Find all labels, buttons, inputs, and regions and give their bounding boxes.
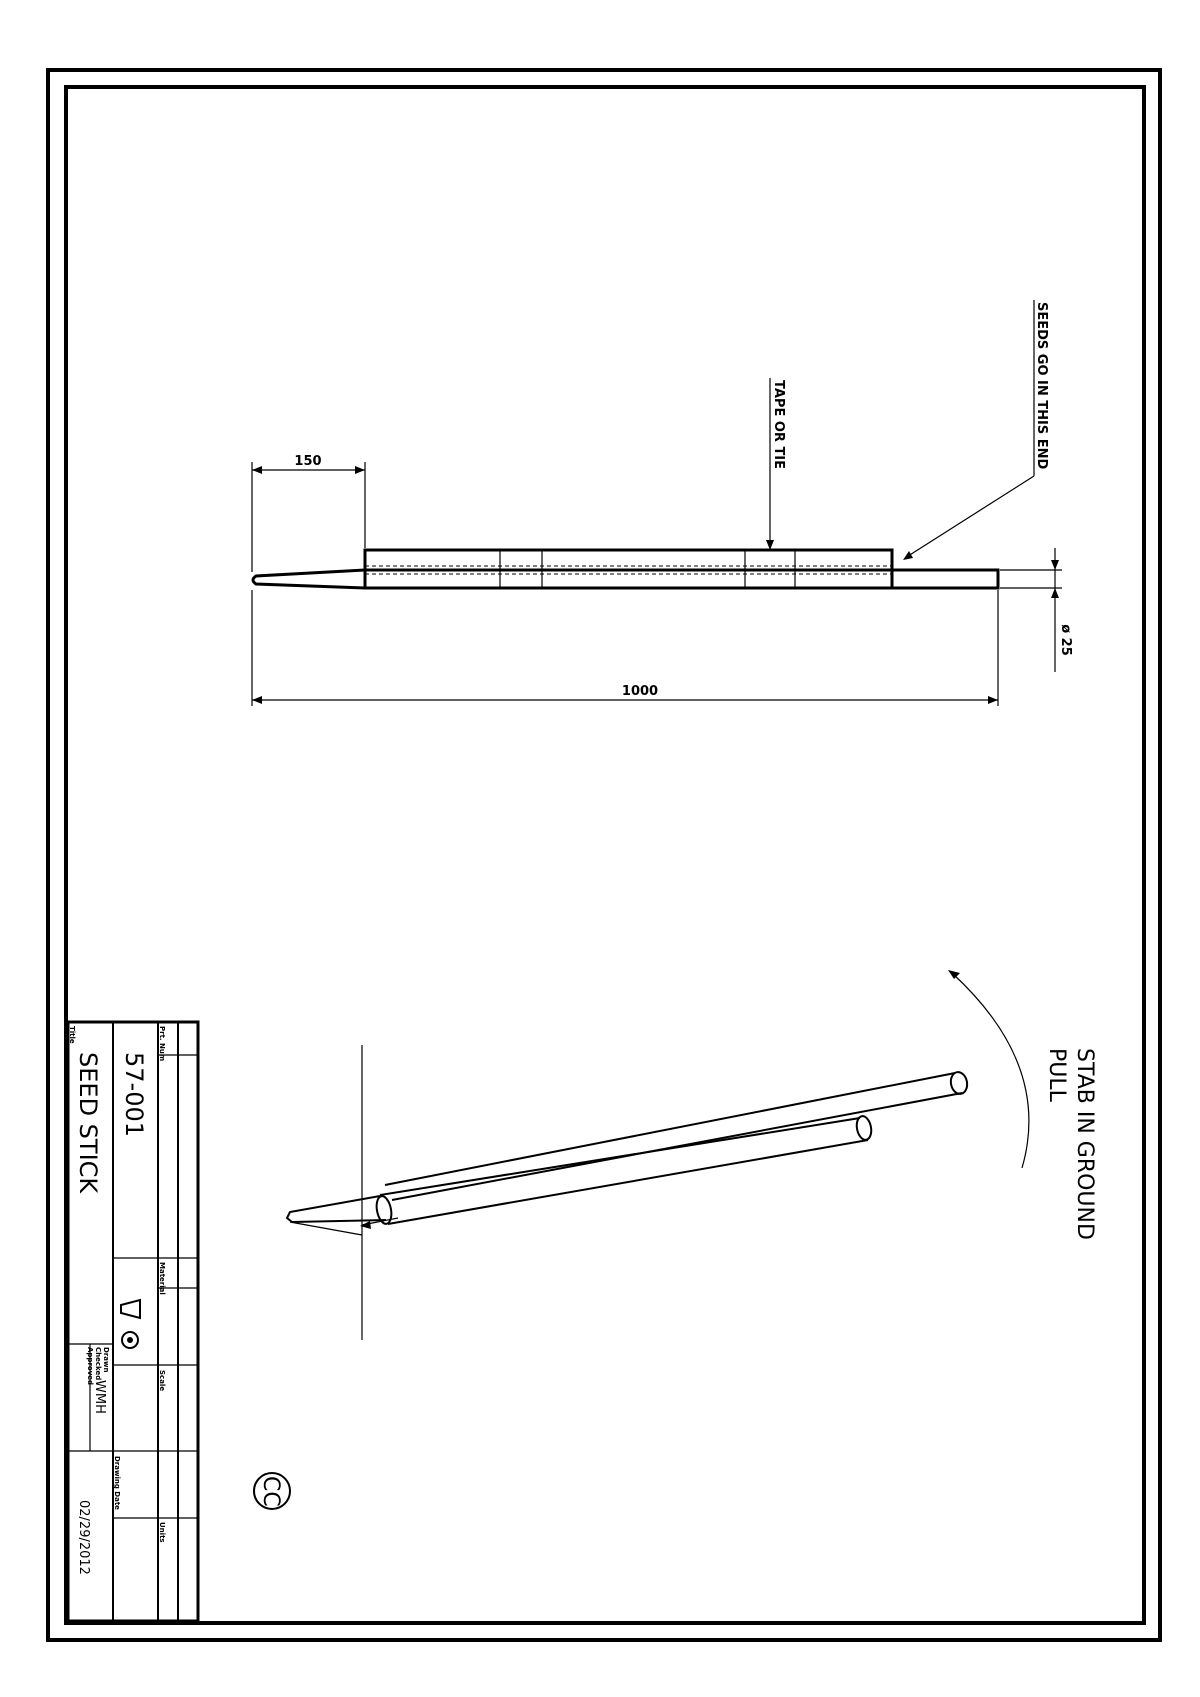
- svg-text:Material: Material: [158, 1262, 166, 1295]
- svg-text:Prt. Num: Prt. Num: [158, 1026, 166, 1062]
- svg-text:Units: Units: [158, 1522, 166, 1543]
- inner-border: [66, 87, 1144, 1623]
- svg-text:Approved: Approved: [86, 1347, 94, 1386]
- dimension-150: 150: [294, 454, 322, 469]
- drawing-date: 02/29/2012: [76, 1500, 91, 1575]
- inner-rod: [892, 570, 998, 588]
- svg-text:Title: Title: [68, 1026, 76, 1044]
- side-view: [252, 300, 1073, 706]
- instruction-pull: PULL: [1044, 1048, 1069, 1102]
- instruction-stab: STAB IN GROUND: [1072, 1048, 1097, 1240]
- outer-border: [48, 70, 1160, 1640]
- title-block: [68, 1022, 198, 1621]
- part-number: 57-001: [120, 1052, 148, 1138]
- svg-text:Scale: Scale: [158, 1370, 166, 1392]
- note-tape-or-tie: TAPE OR TIE: [771, 380, 786, 470]
- drawn-by: WMH: [92, 1380, 107, 1414]
- svg-text:CC: CC: [258, 1476, 283, 1507]
- isometric-view: [287, 970, 1097, 1340]
- svg-text:Drawn: Drawn: [102, 1347, 110, 1373]
- svg-text:Checked: Checked: [94, 1347, 102, 1381]
- cc-mark: [254, 1473, 290, 1509]
- projection-symbol: [121, 1300, 140, 1348]
- drawing-title: SEED STICK: [74, 1052, 102, 1194]
- note-seeds-go-in-this-end: SEEDS GO IN THIS END: [1034, 302, 1049, 470]
- stick-tip: [253, 570, 365, 588]
- pull-arrow: [952, 973, 1029, 1168]
- dimension-1000: 1000: [621, 684, 659, 699]
- dimension-diameter: ø 25: [1058, 624, 1073, 656]
- svg-text:Drawing Date: Drawing Date: [113, 1456, 121, 1510]
